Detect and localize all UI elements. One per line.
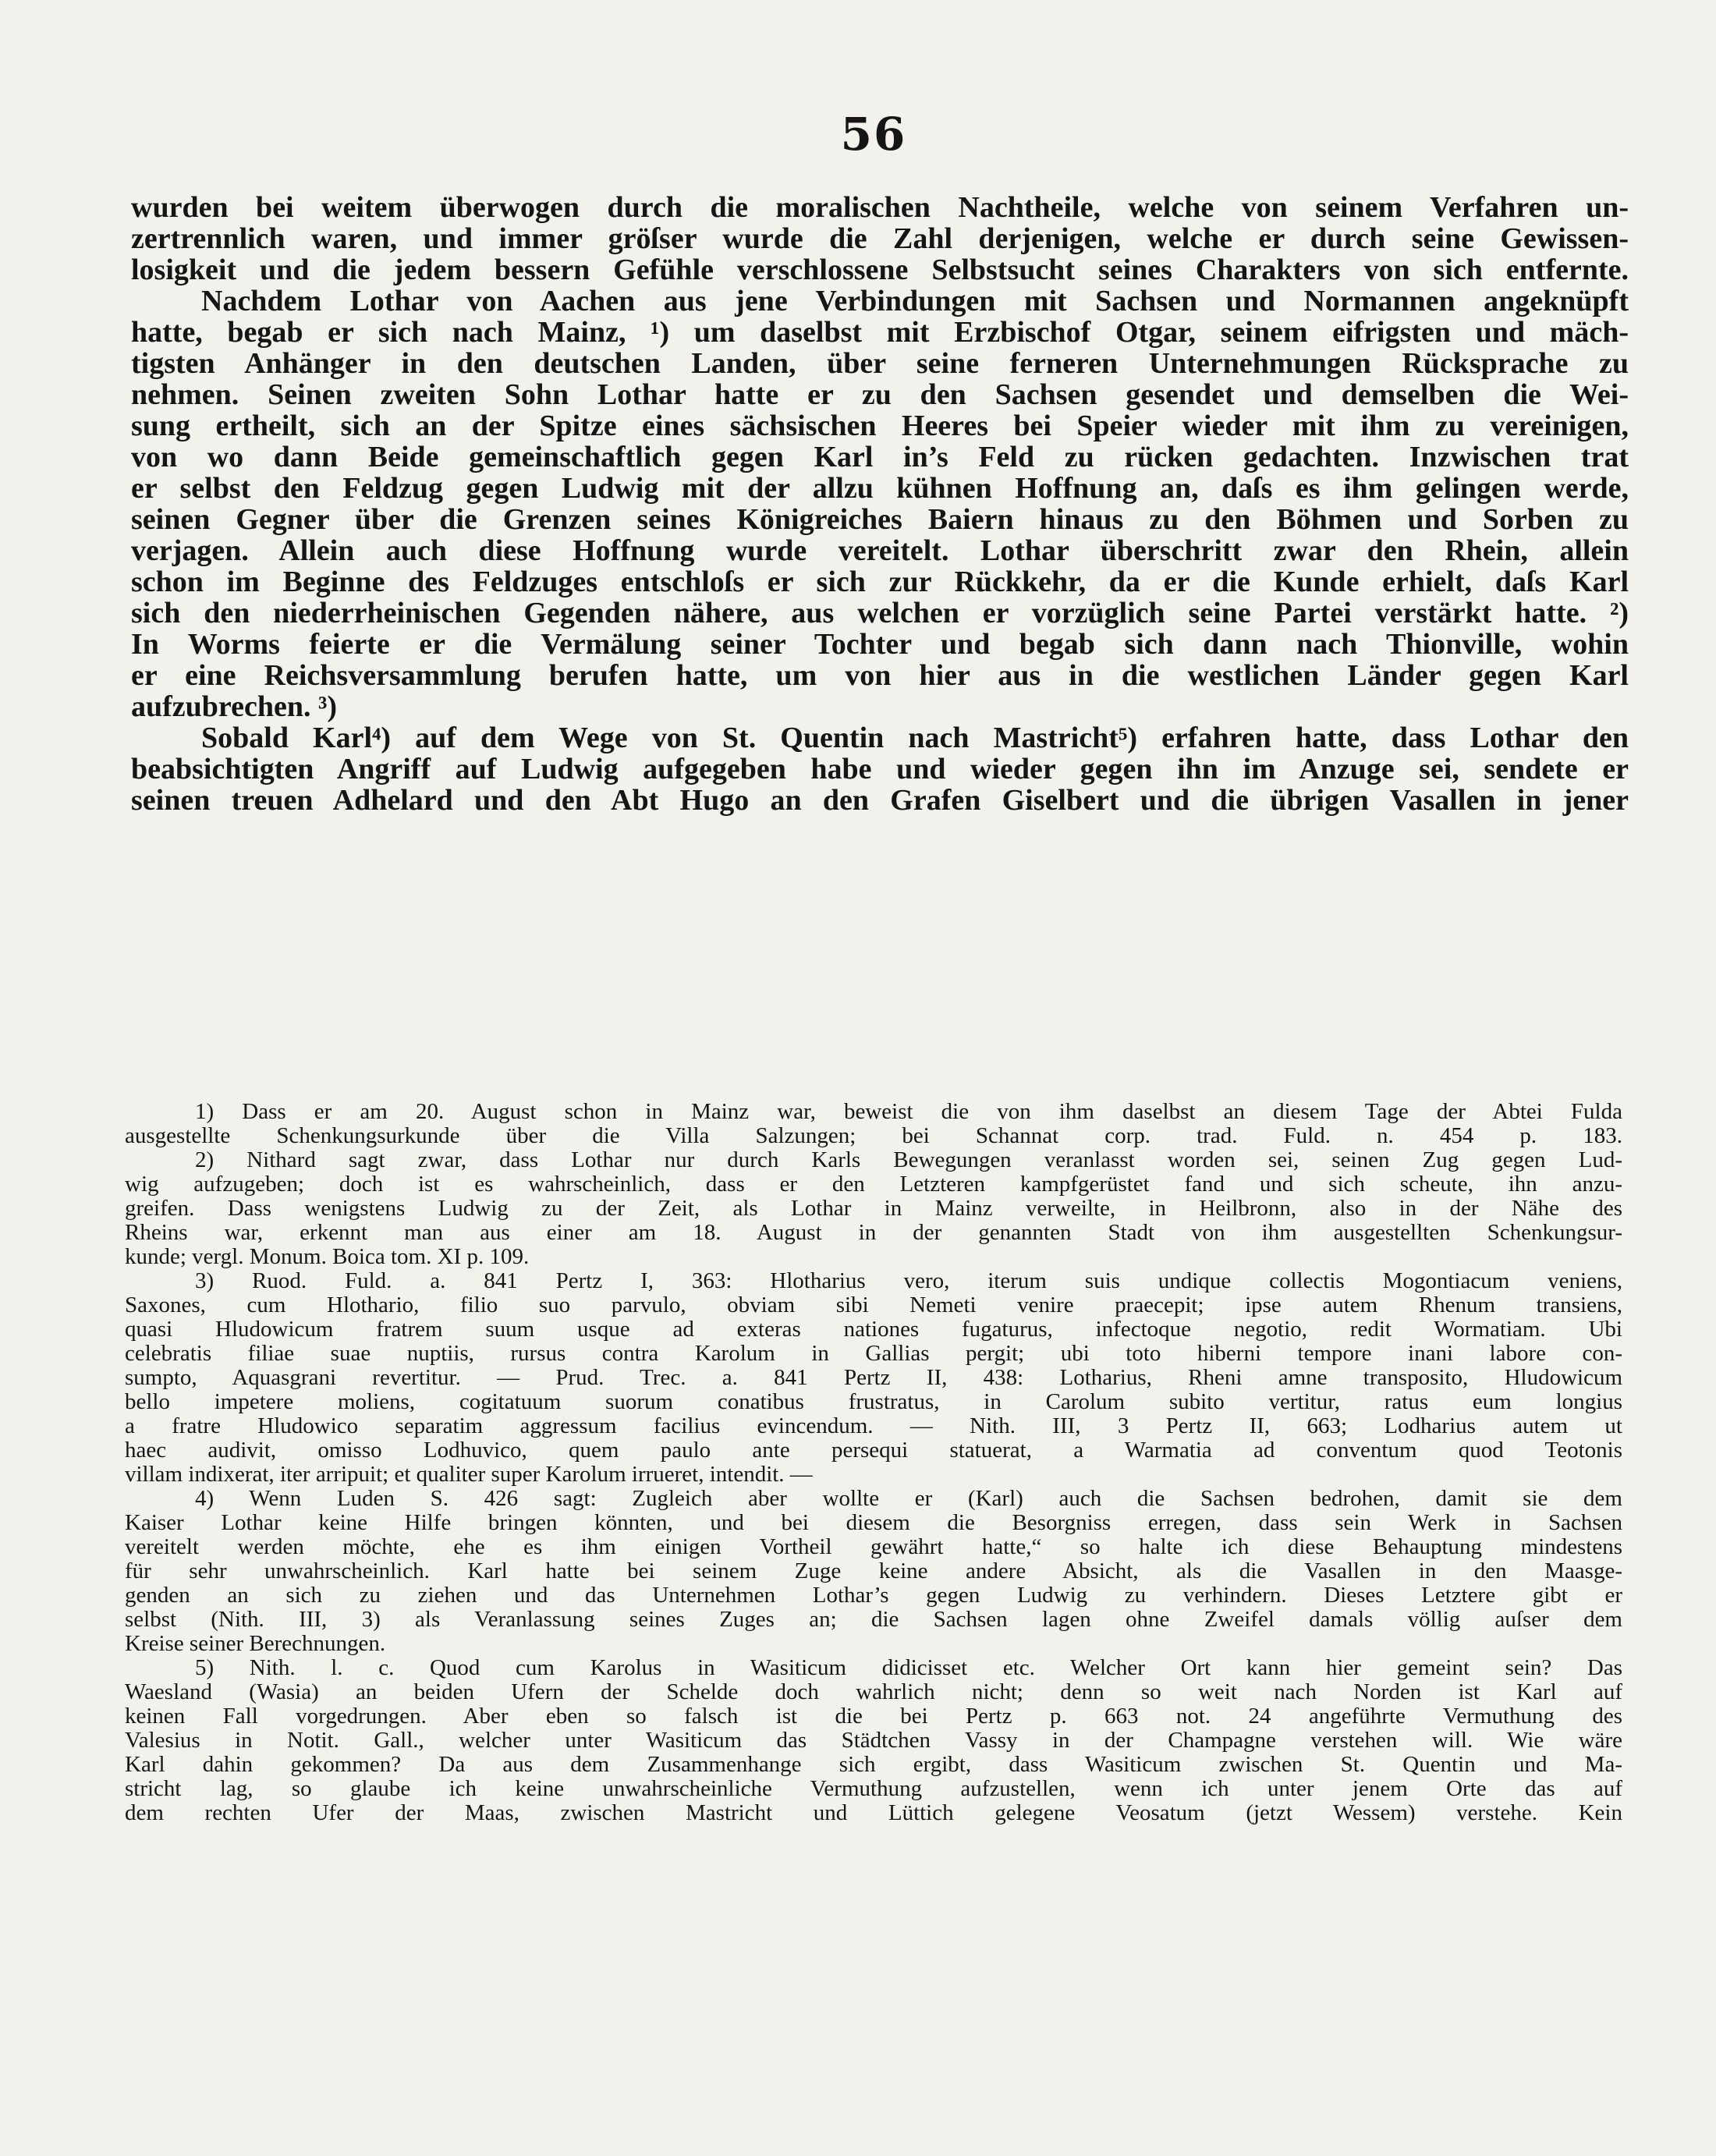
text-line: In Worms feierte er die Vermälung seiner Tochter und begab sich dann nach Thionville, wohin: [131, 629, 1629, 660]
text-line: tigsten Anhänger in den deutschen Landen, über seine ferneren Unternehmungen Rücksprache zu: [131, 348, 1629, 379]
footnote-line: keinen Fall vorgedrungen. Aber eben so falsch ist die bei Pertz p. 663 not. 24 angeführte Vermuthung des: [125, 1704, 1622, 1729]
main-text: [131, 192, 1629, 816]
text-line: er selbst den Feldzug gegen Ludwig mit der allzu kühnen Hoffnung an, daſs es ihm gelingen werde,: [131, 473, 1629, 504]
text-line: nehmen. Seinen zweiten Sohn Lothar hatte er zu den Sachsen gesendet und demselben die Wei-: [131, 379, 1629, 410]
text-line: seinen treuen Adhelard und den Abt Hugo an den Grafen Giselbert und die übrigen Vasallen in jener: [131, 785, 1629, 816]
footnote-line: Waesland (Wasia) an beiden Ufern der Schelde doch wahrlich nicht; denn so weit nach Norden ist Karl auf: [125, 1680, 1622, 1704]
footnote-line: a fratre Hludowico separatim aggressum facilius evincendum. — Nith. III, 3 Pertz II, 663; Lodharius autem ut: [125, 1414, 1622, 1438]
footnote-line: wig aufzugeben; doch ist es wahrscheinlich, dass er den Letzteren kampfgerüstet fand und sich scheute, ihn anzu-: [125, 1172, 1622, 1197]
text-line: schon im Beginne des Feldzuges entschloſs er sich zur Rückkehr, da er die Kunde erhielt, daſs Karl: [131, 566, 1629, 598]
footnote-line: ausgestellte Schenkungsurkunde über die Villa Salzungen; bei Schannat corp. trad. Fuld. n. 454 p. 183.: [125, 1124, 1622, 1148]
footnote-line: quasi Hludowicum fratrem suum usque ad exteras nationes fugaturus, infectoque negotio, redit Wormatiam. Ubi: [125, 1317, 1622, 1342]
footnote-line: Kreise seiner Berechnungen.: [125, 1632, 386, 1656]
footnote-line: 3) Ruod. Fuld. a. 841 Pertz I, 363: Hlotharius vero, iterum suis undique collectis Mogontiacum veniens,: [195, 1269, 1622, 1293]
text-line: Sobald Karl⁴) auf dem Wege von St. Quentin nach Mastricht⁵) erfahren hatte, dass Lothar den: [201, 722, 1629, 754]
footnotes: [125, 1100, 1622, 1825]
footnote-line: Saxones, cum Hlothario, filio suo parvulo, obviam sibi Nemeti venire praecepit; ipse autem Rhenum transiens,: [125, 1293, 1622, 1317]
footnote-line: 2) Nithard sagt zwar, dass Lothar nur durch Karls Bewegungen veranlasst worden sei, seinen Zug gegen Lud-: [195, 1148, 1622, 1172]
footnote-line: bello impetere moliens, cogitatuum suorum conatibus frustratus, in Carolum subito vertitur, ratus eum longius: [125, 1390, 1622, 1414]
text-line: zertrennlich waren, und immer gröſser wurde die Zahl derjenigen, welche er durch seine Gewissen-: [131, 223, 1629, 254]
text-line: aufzubrechen. ³): [131, 691, 338, 722]
footnote-line: Karl dahin gekommen? Da aus dem Zusammenhange sich ergibt, dass Wasiticum zwischen St. Quentin und Ma-: [125, 1753, 1622, 1777]
footnote-line: Valesius in Notit. Gall., welcher unter Wasiticum das Städtchen Vassy in der Champagne verstehen will. Wie wäre: [125, 1729, 1622, 1753]
text-line: er eine Reichsversammlung berufen hatte, um von hier aus in die westlichen Länder gegen Karl: [131, 660, 1629, 691]
footnote-line: 5) Nith. l. c. Quod cum Karolus in Wasiticum didicisset etc. Welcher Ort kann hier gemeint sein? Das: [195, 1656, 1622, 1680]
text-line: beabsichtigten Angriff auf Ludwig aufgegeben habe und wieder gegen ihn im Anzuge sei, sendete er: [131, 754, 1629, 785]
text-line: sich den niederrheinischen Gegenden nähere, aus welchen er vorzüglich seine Partei verstärkt hatte. ²): [131, 598, 1629, 629]
footnote-line: selbst (Nith. III, 3) als Veranlassung seines Zuges an; die Sachsen lagen ohne Zweifel damals völlig auſser dem: [125, 1608, 1622, 1632]
text-line: wurden bei weitem überwogen durch die moralischen Nachtheile, welche von seinem Verfahren un-: [131, 192, 1629, 223]
footnote-line: haec audivit, omisso Lodhuvico, quem paulo ante persequi statuerat, a Warmatia ad conventum quod Teotonis: [125, 1438, 1622, 1463]
text-line: losigkeit und die jedem bessern Gefühle verschlossene Selbstsucht seines Charakters von sich entfernte.: [131, 254, 1629, 285]
text-line: seinen Gegner über die Grenzen seines Königreiches Baiern hinaus zu den Böhmen und Sorben zu: [131, 504, 1629, 535]
footnote-line: Kaiser Lothar keine Hilfe bringen könnten, und bei diesem die Besorgniss erregen, dass sein Werk in Sachsen: [125, 1511, 1622, 1535]
footnote-line: dem rechten Ufer der Maas, zwischen Mastricht und Lüttich gelegene Veosatum (jetzt Wessem) verstehe. Kein: [125, 1801, 1622, 1825]
footnote-line: 4) Wenn Luden S. 426 sagt: Zugleich aber wollte er (Karl) auch die Sachsen bedrohen, damit sie dem: [195, 1487, 1622, 1511]
footnote-line: celebratis filiae suae nuptiis, rursus contra Karolum in Gallias pergit; ubi toto hiberni tempore inani labore con-: [125, 1342, 1622, 1366]
text-line: verjagen. Allein auch diese Hoffnung wurde vereitelt. Lothar überschritt zwar den Rhein, allein: [131, 535, 1629, 566]
footnote-line: sumpto, Aquasgrani revertitur. — Prud. Trec. a. 841 Pertz II, 438: Lotharius, Rheni amne transposito, Hludowicum: [125, 1366, 1622, 1390]
text-line: hatte, begab er sich nach Mainz, ¹) um daselbst mit Erzbischof Otgar, seinem eifrigsten und mäch-: [131, 317, 1629, 348]
text-line: sung ertheilt, sich an der Spitze eines sächsischen Heeres bei Speier wieder mit ihm zu vereinigen,: [131, 410, 1629, 441]
text-line: von wo dann Beide gemeinschaftlich gegen Karl in’s Feld zu rücken gedachten. Inzwischen trat: [131, 441, 1629, 473]
footnote-line: villam indixerat, iter arripuit; et qualiter super Karolum irrueret, intendit. —: [125, 1463, 813, 1487]
footnote-line: Rheins war, erkennt man aus einer am 18. August in der genannten Stadt von ihm ausgestellten Schenkungsur-: [125, 1221, 1622, 1245]
page-number: 56: [840, 108, 907, 161]
footnote-line: greifen. Dass wenigstens Ludwig zu der Zeit, als Lothar in Mainz verweilte, in Heilbronn, also in der Nähe des: [125, 1197, 1622, 1221]
footnote-line: vereitelt werden möchte, ehe es ihm einigen Vortheil gewährt hatte,“ so halte ich diese Behauptung mindestens: [125, 1535, 1622, 1559]
footnote-line: kunde; vergl. Monum. Boica tom. XI p. 109.: [125, 1245, 530, 1269]
footnote-line: stricht lag, so glaube ich keine unwahrscheinliche Vermuthung aufzustellen, wenn ich unter jenem Orte das auf: [125, 1777, 1622, 1801]
footnote-line: für sehr unwahrscheinlich. Karl hatte bei seinem Zuge keine andere Absicht, als die Vasallen in den Maasge-: [125, 1559, 1622, 1583]
footnote-line: genden an sich zu ziehen und das Unternehmen Lothar’s gegen Ludwig zu verhindern. Dieses Letztere gibt er: [125, 1583, 1622, 1608]
footnote-line: 1) Dass er am 20. August schon in Mainz war, beweist die von ihm daselbst an diesem Tage der Abtei Fulda: [195, 1100, 1622, 1124]
text-line: Nachdem Lothar von Aachen aus jene Verbindungen mit Sachsen und Normannen angeknüpft: [201, 285, 1629, 317]
